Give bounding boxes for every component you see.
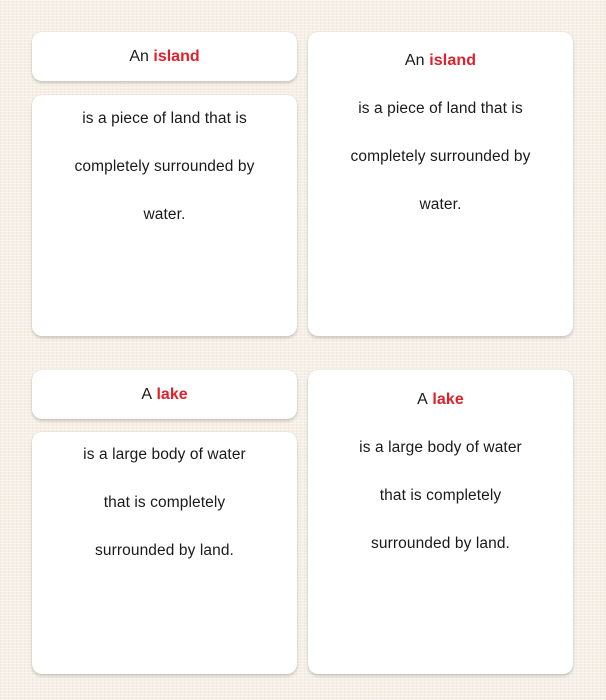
lake-control-line-1: is a large body of water (359, 439, 522, 456)
island-definition-line-3: water. (143, 206, 186, 223)
lake-definition-card (32, 432, 297, 674)
lake-definition-line-1: is a large body of water (83, 446, 246, 463)
island-control-article: An (404, 52, 425, 69)
lake-keyword: lake (156, 385, 188, 403)
lake-control-title (308, 391, 573, 409)
lake-definition-line-2: that is completely (103, 494, 226, 511)
island-control-line-3: water. (419, 196, 462, 213)
island-keyword: island (153, 47, 200, 65)
island-control-line-2: completely surrounded by (350, 148, 531, 165)
island-control-title (308, 52, 573, 70)
lake-label-card (32, 370, 297, 419)
lake-control-card (308, 370, 573, 674)
island-definition-card (32, 95, 297, 336)
island-definition-line-2: completely surrounded by (74, 158, 255, 175)
island-control-card (308, 32, 573, 336)
island-control-keyword: island (429, 52, 477, 69)
lake-definition-line-3: surrounded by land. (95, 542, 234, 559)
lake-article: A (141, 385, 153, 403)
lake-control-article: A (417, 391, 428, 408)
island-article: An (129, 47, 149, 65)
lake-control-line-2: that is completely (379, 487, 502, 504)
lake-control-keyword: lake (432, 391, 464, 408)
island-label-card (32, 32, 297, 81)
island-control-line-1: is a piece of land that is (358, 100, 523, 117)
island-definition-line-1: is a piece of land that is (82, 110, 247, 127)
lake-control-line-3: surrounded by land. (371, 535, 510, 552)
